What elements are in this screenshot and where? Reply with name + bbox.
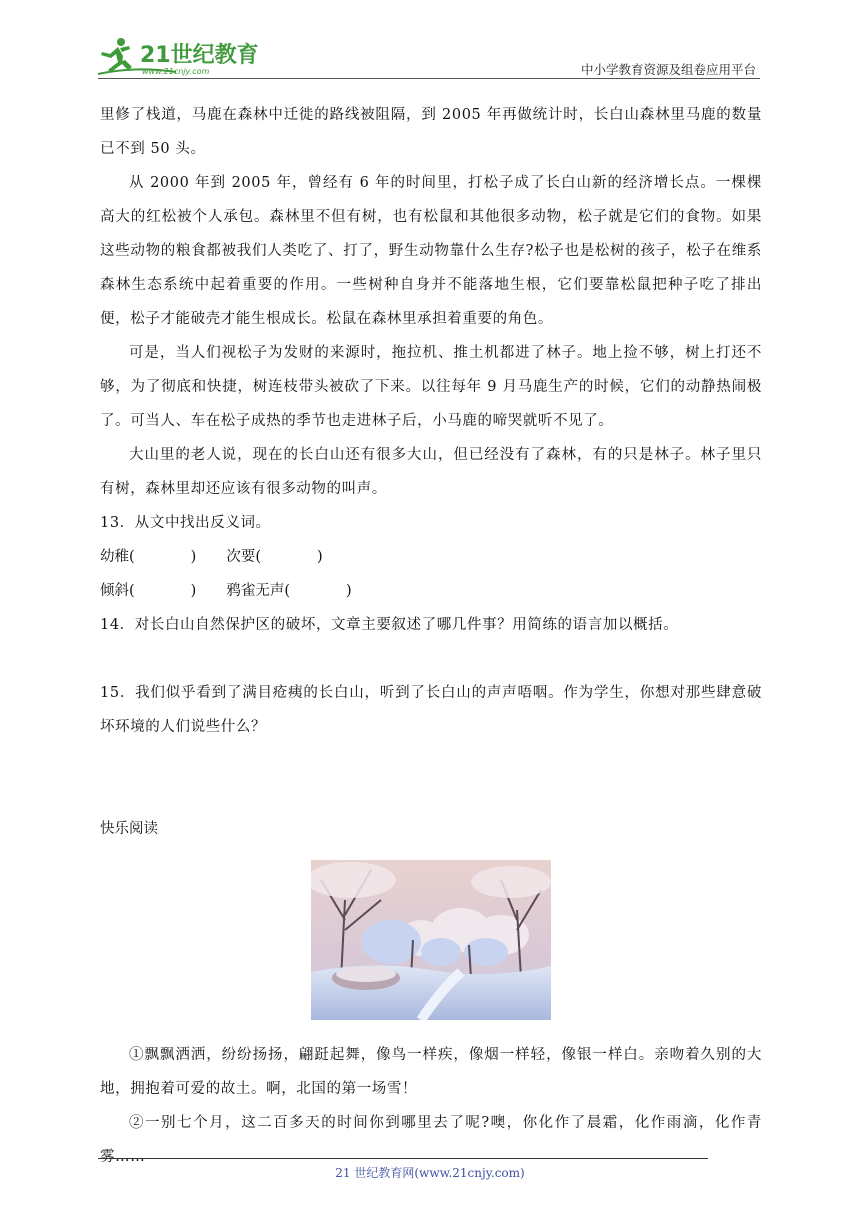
- antonym-row-1: 幼稚( ) 次要( ): [100, 549, 323, 565]
- antonym-word-ciyao: 次要(: [226, 549, 262, 565]
- question-13: 13．从文中找出反义词。: [100, 515, 271, 531]
- question-14: 14．对长白山自然保护区的破坏，文章主要叙述了哪几件事？用简练的语言加以概括。: [100, 617, 679, 633]
- page-header: [0, 0, 860, 84]
- answer-space: [100, 642, 762, 676]
- question-15: 15．我们似乎看到了满目疮痍的长白山，听到了长白山的声声唔咽。作为学生，你想对那些肆意破坏环境的人们说些什么？: [100, 685, 762, 735]
- antonym-row-2: 倾斜( ) 鸦雀无声( ): [100, 583, 352, 599]
- footer-divider: [98, 1158, 708, 1159]
- site-logo: [96, 36, 266, 80]
- page-content: [100, 98, 762, 1174]
- snowy-forest-photo: [311, 860, 551, 1020]
- passage-paragraph-4: 大山里的老人说，现在的长白山还有很多大山，但已经没有了森林，有的只是林子。林子里只有树，森林里却还应该有很多动物的叫声。: [100, 447, 762, 497]
- antonym-word-yaquewusheng: 鸦雀无声(: [226, 583, 291, 599]
- passage-paragraph-1: 里修了栈道，马鹿在森林中迁徙的路线被阻隔，到 2005 年再做统计时，长白山森林里马鹿的数量已不到 50 头。: [100, 107, 762, 157]
- answer-space: [100, 778, 762, 812]
- reading-section-title: 快乐阅读: [100, 821, 158, 837]
- logo-text: 21世纪教育: [140, 43, 259, 68]
- answer-space: [100, 744, 762, 778]
- footer-source[interactable]: 21 世纪教育网(www.21cnjy.com): [335, 1166, 525, 1180]
- antonym-word-qingxie: 倾斜(: [100, 583, 135, 599]
- logo-url: www.21cnjy.com: [142, 67, 210, 76]
- passage-paragraph-3: 可是，当人们视松子为发财的来源时，拖拉机、推土机都进了林子。地上捡不够，树上打还不够，为了彻底和快捷，树连枝带头被砍了下来。以往每年 9 月马鹿生产的时候，它们的动静热闹极了。可当人、车在松子成热的季节也走进林子后，小马鹿的啼哭就听不见了。: [100, 345, 762, 429]
- passage-paragraph-2: 从 2000 年到 2005 年，曾经有 6 年的时间里，打松子成了长白山新的经济增长点。一棵棵高大的红松被个人承包。森林里不但有树，也有松鼠和其他很多动物，松子就是它们的食物。如果这些动物的粮食都被我们人类吃了、打了，野生动物靠什么生存?松子也是松树的孩子，松子在维系森林生态系统中起着重要的作用。一些树种自身并不能落地生根，它们要靠松鼠把种子吃了排出便，松子才能破壳才能生根成长。松鼠在森林里承担着重要的角色。: [100, 175, 762, 327]
- platform-name: 中小学教育资源及组卷应用平台: [580, 62, 756, 77]
- reading-paragraph-1: ①飘飘洒洒，纷纷扬扬，翩跹起舞，像鸟一样疾，像烟一样轻，像银一样白。亲吻着久别的大地，拥抱着可爱的故土。啊，北国的第一场雪！: [100, 1047, 762, 1097]
- antonym-word-youzhi: 幼稚(: [100, 549, 135, 565]
- header-divider: [98, 78, 760, 79]
- reading-paragraph-2: ②一别七个月，这二百多天的时间你到哪里去了呢?噢，你化作了晨霜，化作雨滴，化作青雾……: [100, 1115, 762, 1165]
